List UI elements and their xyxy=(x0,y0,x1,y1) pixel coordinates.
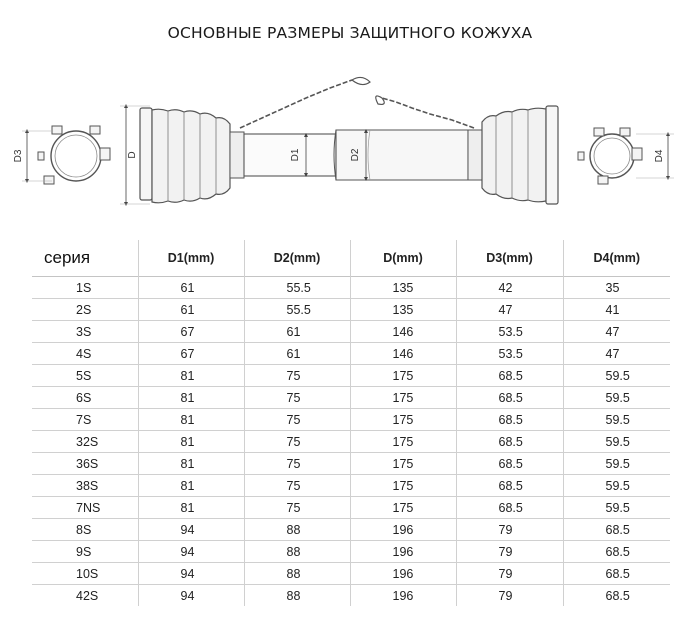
cell-series: 7NS xyxy=(32,497,138,519)
cell-series: 2S xyxy=(32,299,138,321)
cell-d: 175 xyxy=(350,431,456,453)
cell-d3: 68.5 xyxy=(456,453,563,475)
table-row xyxy=(32,563,670,585)
d1-label: D1 xyxy=(290,148,301,162)
cell-d4: 68.5 xyxy=(563,519,670,541)
d4-label: D4 xyxy=(654,149,665,163)
table-row xyxy=(32,365,670,387)
cell-d2: 55.5 xyxy=(244,299,350,321)
cell-d3: 68.5 xyxy=(456,409,563,431)
cell-series: 36S xyxy=(32,453,138,475)
cell-d3: 42 xyxy=(456,277,563,299)
cell-d: 175 xyxy=(350,387,456,409)
cell-d4: 47 xyxy=(563,321,670,343)
cell-d4: 59.5 xyxy=(563,453,670,475)
table-row xyxy=(32,541,670,563)
cell-d2: 75 xyxy=(244,409,350,431)
cell-d4: 59.5 xyxy=(563,475,670,497)
cell-d: 196 xyxy=(350,585,456,607)
cell-series: 1S xyxy=(32,277,138,299)
cell-d2: 61 xyxy=(244,321,350,343)
cell-d2: 88 xyxy=(244,563,350,585)
cell-d4: 59.5 xyxy=(563,365,670,387)
cell-d1: 81 xyxy=(138,409,244,431)
cell-d1: 61 xyxy=(138,299,244,321)
table-row xyxy=(32,409,670,431)
dimension-table xyxy=(32,240,670,606)
header-d: D(mm) xyxy=(350,240,456,277)
cell-series: 9S xyxy=(32,541,138,563)
table-row xyxy=(32,321,670,343)
cell-d: 196 xyxy=(350,541,456,563)
cell-d1: 94 xyxy=(138,585,244,607)
table-row xyxy=(32,585,670,607)
cell-d2: 75 xyxy=(244,453,350,475)
cell-d2: 88 xyxy=(244,585,350,607)
cell-d3: 68.5 xyxy=(456,365,563,387)
cell-d1: 94 xyxy=(138,519,244,541)
cell-d1: 67 xyxy=(138,343,244,365)
cell-d: 175 xyxy=(350,453,456,475)
cell-d3: 47 xyxy=(456,299,563,321)
cell-d: 146 xyxy=(350,321,456,343)
table-row xyxy=(32,475,670,497)
cell-d1: 61 xyxy=(138,277,244,299)
cell-d3: 68.5 xyxy=(456,497,563,519)
d-label: D xyxy=(127,151,138,159)
cell-d: 196 xyxy=(350,519,456,541)
cell-d: 146 xyxy=(350,343,456,365)
cell-d1: 81 xyxy=(138,475,244,497)
cell-d2: 88 xyxy=(244,519,350,541)
cell-series: 32S xyxy=(32,431,138,453)
cell-d1: 81 xyxy=(138,431,244,453)
guard-dimension-diagram xyxy=(0,70,700,230)
cell-d3: 68.5 xyxy=(456,431,563,453)
cell-d1: 81 xyxy=(138,387,244,409)
header-d4: D4(mm) xyxy=(593,251,641,265)
cell-d: 196 xyxy=(350,563,456,585)
cell-d3: 79 xyxy=(456,519,563,541)
table-row xyxy=(32,431,670,453)
page-title: ОСНОВНЫЕ РАЗМЕРЫ ЗАЩИТНОГО КОЖУХА xyxy=(167,24,533,42)
cell-d3: 53.5 xyxy=(456,343,563,365)
cell-series: 3S xyxy=(32,321,138,343)
header-d1: D1(mm) xyxy=(138,240,244,277)
table-row xyxy=(32,519,670,541)
cell-d2: 75 xyxy=(244,387,350,409)
table-row xyxy=(32,343,670,365)
header-series: серия xyxy=(32,240,138,277)
cell-d4: 41 xyxy=(563,299,670,321)
right-end-view xyxy=(578,128,674,184)
left-end-view xyxy=(13,126,110,184)
cell-d3: 79 xyxy=(456,541,563,563)
cell-d3: 53.5 xyxy=(456,321,563,343)
table-row xyxy=(32,453,670,475)
cell-d4: 47 xyxy=(563,343,670,365)
cell-d3: 68.5 xyxy=(456,387,563,409)
cell-d1: 81 xyxy=(138,497,244,519)
cell-d2: 75 xyxy=(244,497,350,519)
guard-side-view xyxy=(120,77,558,204)
cell-d1: 67 xyxy=(138,321,244,343)
cell-d4: 59.5 xyxy=(563,431,670,453)
table-row xyxy=(32,497,670,519)
table-header-row xyxy=(32,240,670,277)
cell-d2: 75 xyxy=(244,431,350,453)
cell-series: 10S xyxy=(32,563,138,585)
cell-series: 42S xyxy=(32,585,138,607)
cell-series: 7S xyxy=(32,409,138,431)
cell-d: 175 xyxy=(350,497,456,519)
cell-series: 4S xyxy=(32,343,138,365)
cell-d4: 68.5 xyxy=(563,541,670,563)
d2-label: D2 xyxy=(350,148,361,162)
header-d3: D3(mm) xyxy=(456,240,563,277)
cell-d2: 55.5 xyxy=(244,277,350,299)
cell-series: 5S xyxy=(32,365,138,387)
cell-d3: 68.5 xyxy=(456,475,563,497)
cell-series: 38S xyxy=(32,475,138,497)
cell-d4: 68.5 xyxy=(563,585,670,607)
cell-d2: 75 xyxy=(244,365,350,387)
table-row xyxy=(32,277,670,299)
cell-d4: 35 xyxy=(563,277,670,299)
cell-d: 175 xyxy=(350,365,456,387)
table-row xyxy=(32,299,670,321)
cell-d: 175 xyxy=(350,409,456,431)
cell-series: 6S xyxy=(32,387,138,409)
cell-d4: 68.5 xyxy=(563,563,670,585)
cell-d2: 75 xyxy=(244,475,350,497)
cell-d: 135 xyxy=(350,299,456,321)
table-body xyxy=(32,277,670,607)
cell-d3: 79 xyxy=(456,563,563,585)
cell-d4: 59.5 xyxy=(563,497,670,519)
cell-d: 135 xyxy=(350,277,456,299)
cell-series: 8S xyxy=(32,519,138,541)
cell-d4: 59.5 xyxy=(563,409,670,431)
cell-d4: 59.5 xyxy=(563,387,670,409)
header-d2: D2(mm) xyxy=(244,240,350,277)
d3-label: D3 xyxy=(13,149,24,163)
cell-d1: 81 xyxy=(138,453,244,475)
cell-d2: 88 xyxy=(244,541,350,563)
cell-d: 175 xyxy=(350,475,456,497)
cell-d1: 94 xyxy=(138,563,244,585)
cell-d3: 79 xyxy=(456,585,563,607)
table-row xyxy=(32,387,670,409)
cell-d1: 94 xyxy=(138,541,244,563)
cell-d2: 61 xyxy=(244,343,350,365)
cell-d1: 81 xyxy=(138,365,244,387)
